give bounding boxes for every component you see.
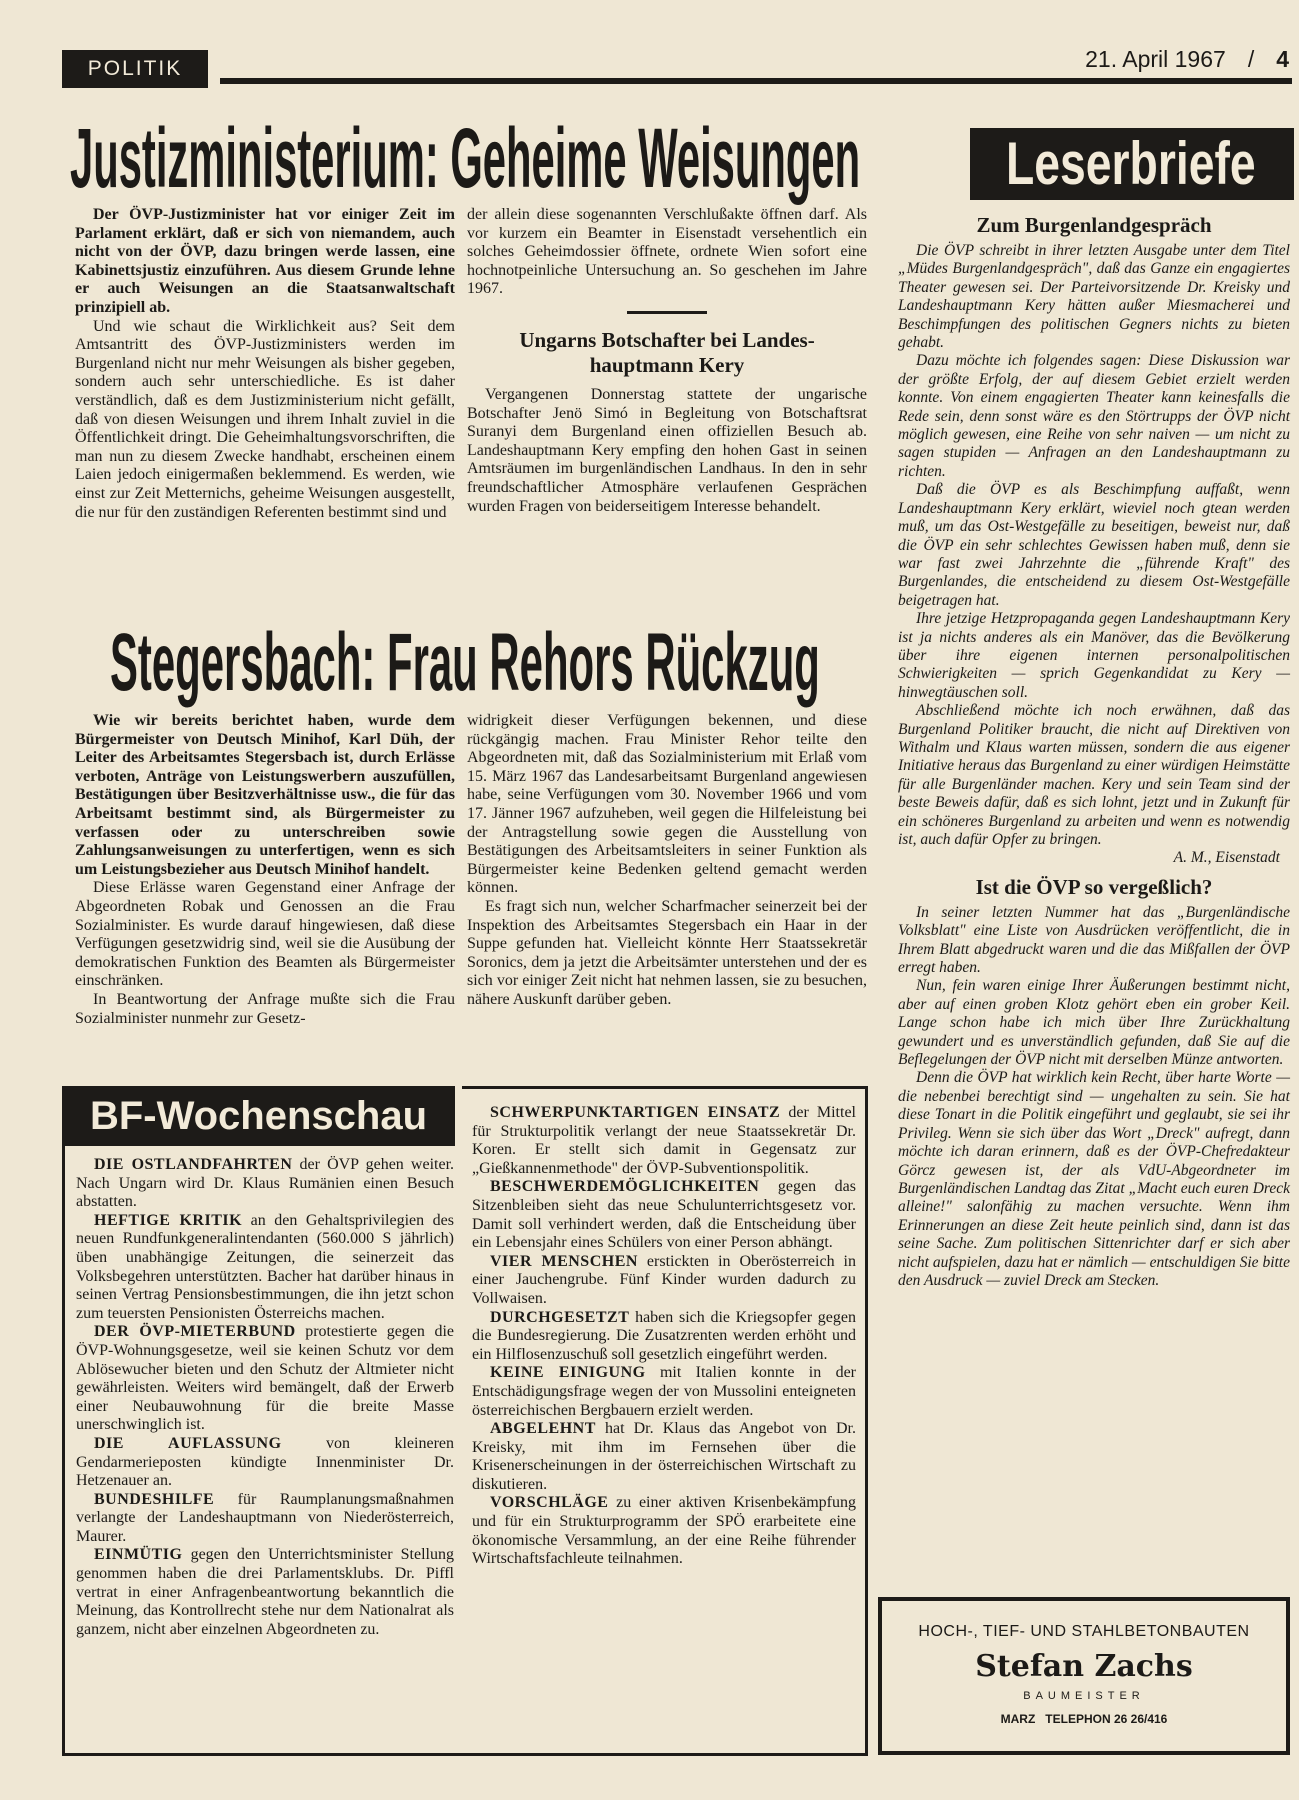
- box-border: [62, 1146, 65, 1756]
- article-stegersbach-col1: [75, 712, 455, 1028]
- article-paragraph: widrigkeit dieser Verfügungen bekennen, und diese rückgängig machen. Frau Minister Rehor teilte den Abgeordneten mit, daß das Sozialministerium mit Erlaß vom 15. März 1967 das Landesarbeitsamt Burgenland angewiesen habe, seine Verfügungen vom 30. November 1966 und vom 17. Jänner 1967 aufzuheben, weil gegen die Hilfeleistung bei der Antragstellung sowie gegen die Ausstellung von Bestätigungen des Arbeitsamtsleiters in seiner Funktion als Bürgermeister keine Bedenken geltend gemacht werden können.: [467, 712, 867, 897]
- news-item: [76, 1435, 454, 1491]
- letter-paragraph: Denn die ÖVP hat wirklich kein Recht, über harte Worte — die nebenbei berechtigt sind — ungehalten zu sein. Sie hat diese Tonart in die Politik eingeführt und geglaubt, sie sei ihr Privileg. Wenn sie sich über das Wort „Dreck" aufregt, dann möchte ich daran erinnern, daß es der ÖVP-Chefredakteur Görcz gewesen ist, der als VdU-Abgeordneter im Burgenländischen Landtag das Zitat „Macht euch euren Dreck alleine!" salonfähig zu machen versuchte. Wenn ihm Erinnerungen an diese Zeit heute peinlich sind, dann ist das seine Sache. Zum politischen Sittenrichter darf er sich aber nicht aufspielen, dazu hat er nämlich — entschuldigen Sie bitte den Ausdruck — zuviel Dreck am Stecken.: [898, 1069, 1290, 1289]
- box-border: [865, 1086, 868, 1756]
- headline-justizministerium: Justizministerium: Geheime Weisungen: [70, 111, 861, 205]
- news-item: [472, 1104, 856, 1178]
- dateline: [1063, 46, 1289, 73]
- letter-paragraph: Dazu möchte ich folgendes sagen: Diese Diskussion war der größte Erfolg, der auf diesem Gebiet erzielt werden konnte. Von einem engagierten Theater kann keinesfalls die Rede sein, denn sonst wäre es den Störtrupps der ÖVP nicht möglich gewesen, eine Reihe von sehr naiven — um nicht zu sagen stupiden — Anfragen an den Landeshauptmann zu richten.: [898, 352, 1290, 480]
- news-item: [76, 1212, 454, 1324]
- news-item-text: erstickten in Oberösterreich in einer Jauchengrube. Fünf Kinder wurden dadurch zu Vollwaisen.: [472, 1252, 856, 1307]
- article-justiz-col1: [75, 206, 455, 522]
- news-item: [472, 1253, 856, 1309]
- article-lead: Wie wir bereits berichtet haben, wurde dem Bürgermeister von Deutsch Minihof, Karl Düh, der Leiter des Arbeitsamtes Stegersbach ist, durch Erlässe verboten, Anträge von Leistungswerbern auszufüllen, Bestätigungen über Besitzverhältnisse usw., die für das Arbeitsamt bestimmt sind, als Bürgermeister zu verfassen oder zu unterschreiben sowie Zahlungsanweisungen zu unterfertigen, wenn es sich um Leistungsbezieher aus Deutsch Minihof handelt.: [75, 712, 455, 878]
- ad-profession: BAUMEISTER: [1023, 1690, 1145, 1702]
- news-item-lead: BESCHWERDEMÖGLICHKEITEN: [490, 1178, 760, 1196]
- headline-line: hauptmann Kery: [589, 352, 745, 377]
- news-item: [472, 1420, 856, 1494]
- headline-botschafter: [467, 328, 867, 378]
- article-stegersbach-col2: [467, 712, 867, 1010]
- news-item: [472, 1494, 856, 1568]
- page-separator: /: [1247, 46, 1255, 72]
- news-item-text: zu einer aktiven Krisenbekämpfung und für ein Strukturprogramm der SPÖ erarbeitete eine ökonomische Versammlung, an der eine Reihe führender Wirtschaftsfachleute teilnahmen.: [472, 1494, 856, 1568]
- news-item-text: gegen das Sitzenbleiben sieht das neue Schulunterrichtsgesetz vor. Damit soll verhindert werden, daß die Entscheidung über ein Lebensjahr eines Schülers von einer Person abhängt.: [472, 1178, 856, 1252]
- news-item-text: gegen den Unterrichtsminister Stellung genommen haben die drei Parlamentsklubs. Dr. Piffl vertrat in einer Anfragenbeantwortung bekanntlich die Meinung, das Kontrollrecht stehe nur dem Nationalrat als ganzem, nicht aber einzelnen Abgeordneten zu.: [76, 1546, 454, 1638]
- news-item: [472, 1178, 856, 1252]
- letters-column: [898, 206, 1290, 1290]
- wochenschau-col2: [472, 1104, 856, 1569]
- article-paragraph: Es fragt sich nun, welcher Scharfmacher seinerzeit bei der Inspektion des Arbeitsamtes Stegersbach ein Haar in der Suppe gefunden hat. Vielleicht könnte Herr Staatssekretär Soronics, dem ja jetzt die Arbeitsämter unterstehen und der es sich vor einiger Zeit nicht hat nehmen lassen, sie zu besuchen, nähere Auskunft darüber geben.: [467, 897, 867, 1008]
- news-item-text: mit Italien konnte in der Entschädigungsfrage wegen der von Mussolini enteigneten österreichischen Bergbauern erzielt werden.: [472, 1364, 857, 1419]
- news-item: [76, 1546, 454, 1639]
- news-item-lead: EINMÜTIG: [94, 1546, 183, 1564]
- page-number: 4: [1276, 46, 1289, 72]
- leserbriefe-title-box: [970, 128, 1294, 200]
- wochenschau-col1: [76, 1156, 454, 1639]
- issue-date: 21. April 1967: [1085, 46, 1226, 72]
- ad-company-name: Stefan Zachs: [975, 1649, 1193, 1684]
- news-item-text: an den Gehaltsprivilegien des neuen Rundfunkgeneralintendanten (560.000 S jährlich) üben unabhängige Zeitungen, die seinerzeit das Volksbegehren unterstützten. Bacher hat darüber hinaus in seinen Vertrag Pensionsbestimmungen, die ihn jetzt schon zum teuersten Pensionisten Österreichs machen.: [76, 1211, 455, 1322]
- news-item-lead: BUNDESHILFE: [94, 1490, 215, 1508]
- news-item-text: hat Dr. Klaus das Angebot von Dr. Kreisky, mit ihm im Fernsehen über die Krisenerscheinungen in der österreichischen Wirtschaft zu diskutieren.: [472, 1420, 856, 1493]
- article-paragraph: Und wie schaut die Wirklichkeit aus? Seit dem Amtsantritt des ÖVP-Justizministers werden im Burgenland nicht nur mehr Weisungen als bisher gegeben, sondern auch sehr unterschiedliche. Es ist daher verständlich, daß es dem Justizministerium nicht gefällt, daß von diesen Weisungen und ihrem Inhalt zuviel in die Öffentlichkeit dringt. Die Geheimhaltungsvorschriften, die man nun zu diesem Zwecke handhabt, erscheinen einem Laien jedoch einigermaßen beklemmend. Es werden, wie einst zur Zeit Metternichs, geheime Weisungen ausgestellt, die nur für den zuständigen Referenten bestimmt sind und: [75, 317, 455, 521]
- ad-services: HOCH-, TIEF- UND STAHLBETONBAUTEN: [918, 1623, 1250, 1640]
- news-item-text: protestierte gegen die ÖVP-Wohnungsgesetze, weil sie keinen Schutz vor dem Ablösewucher bieten und den Schutz der Altmieter nicht gewährleisten. Weiters wird bemängelt, daß der Erwerb einer Neubauwohnung für die breite Masse unerschwinglich ist.: [76, 1323, 454, 1434]
- article-paragraph: Diese Erlässe waren Gegenstand einer Anfrage der Abgeordneten Robak und Genossen an die Frau Sozialminister. Es wurde darauf hingewiesen, daß diese Verfügungen gesetzwidrig sind, weil sie die Ausübung der demokratischen Funktion des Beamten als Bürgermeister einschränken.: [75, 879, 455, 990]
- advertisement: [878, 1597, 1290, 1755]
- section-label: POLITIK: [62, 50, 208, 88]
- news-item-text: der ÖVP gehen weiter. Nach Ungarn wird Dr. Klaus Rumänien einen Besuch abstatten.: [76, 1156, 455, 1211]
- wochenschau-title: BF-Wochenschau: [62, 1086, 455, 1146]
- news-item-lead: HEFTIGE KRITIK: [94, 1211, 243, 1229]
- headline-stegersbach: Stegersbach: Frau Rehors Rückzug: [110, 617, 820, 708]
- news-item: [76, 1156, 454, 1212]
- article-paragraph: In Beantwortung der Anfrage mußte sich die Frau Sozialminister nunmehr zur Gesetz-: [75, 990, 455, 1027]
- ad-contact: MARZ TELEPHON 26 26/416: [1000, 1712, 1168, 1726]
- news-item-lead: SCHWERPUNKTARTIGEN EINSATZ: [490, 1104, 781, 1121]
- news-item-lead: DIE AUFLASSUNG: [94, 1434, 282, 1452]
- news-item-lead: DER ÖVP-MIETERBUND: [94, 1323, 296, 1341]
- news-item: [472, 1309, 856, 1365]
- article-lead: Der ÖVP-Justizminister hat vor einiger Zeit im Parlament erklärt, daß er sich von niemandem, auch nicht von der ÖVP, dazu bringen werde lassen, eine Kabinettsjustiz einzuführen. Aus diesem Grunde lehne er auch Weisungen an die Staatsanwaltschaft prinzipiell ab.: [75, 206, 455, 316]
- letter-heading: Zum Burgenlandgespräch: [976, 213, 1212, 237]
- news-item-text: haben sich die Kriegsopfer gegen die Bundesregierung. Die Zusatzrenten werden erhöht und ein Hilflosenzuschuß soll gesetzlich eingeführt werden.: [472, 1308, 856, 1363]
- box-border: [462, 1086, 868, 1089]
- news-item: [76, 1491, 454, 1547]
- news-item-text: für Raumplanungsmaßnahmen verlangte der Landeshauptmann von Niederösterreich, Maurer.: [76, 1490, 454, 1545]
- letter-signature: A. M., Eisenstadt: [1173, 849, 1280, 867]
- divider: [627, 311, 707, 314]
- news-item: [76, 1323, 454, 1435]
- letter-paragraph: Ihre jetzige Hetzpropaganda gegen Landeshauptmann Kery ist ja nichts anderes als ein Manöver, das die Bevölkerung über ihre eigenen internen personalpolitischen Schwierigkeiten — sprich Gegenkandidat zu Kery — hinwegtäuschen soll.: [898, 610, 1290, 701]
- news-item-text: von kleineren Gendarmerieposten kündigte Innenminister Dr. Hetzenauer an.: [76, 1434, 454, 1490]
- letter-paragraph: Abschließend möchte ich noch erwähnen, daß das Burgenland Politiker braucht, die nicht auf Direktiven von Withalm und Klaus warten müssen, sondern die aus eigener Initiative heraus das Burgenland zu einer würdigen Heimstätte für alle Burgenländer machen. Kery und sein Team sind der beste Beweis dafür, daß es sich lohnt, jetzt und in Zukunft für ein schöneres Burgenland zu arbeiten und wenn es notwendig ist, auch dafür Opfer zu bringen.: [898, 702, 1290, 848]
- headline-line: Ungarns Botschafter bei Landes-: [519, 327, 815, 352]
- news-item-lead: VORSCHLÄGE: [490, 1494, 609, 1512]
- letter-paragraph: In seiner letzten Nummer hat das „Burgenländische Volksblatt" eine Liste von Ausdrücken veröffentlicht, die in Ihrem Blatt abgedruckt waren und die das Mißfallen der ÖVP erregt haben.: [898, 903, 1290, 977]
- news-item: [472, 1364, 856, 1420]
- news-item-lead: ABGELEHNT: [490, 1420, 596, 1438]
- letter-paragraph: Nun, fein waren einige Ihrer Äußerungen bestimmt nicht, aber auf einen groben Klotz gehört eben ein grober Keil. Lange schon habe ich mich über Ihre Zurückhaltung gewundert und es unverständlich gefunden, daß Sie auf die Beflegelungen der ÖVP nicht mit derselben Münze antworten.: [898, 977, 1290, 1069]
- leserbriefe-title: Leserbriefe: [1006, 130, 1256, 197]
- news-item-lead: KEINE EINIGUNG: [490, 1364, 646, 1382]
- letter-paragraph: Daß die ÖVP es als Beschimpfung auffaßt, wenn Landeshauptmann Kery erklärt, wieviel noch gtean werden muß, um das Ost-Westgefälle zu beseitigen, beweist nur, daß die ÖVP ein sehr schlechtes Gewissen haben muß, denn sie war fast zwei Jahrzehnte die „führende Kraft" des Burgenlandes, die entscheidend zu diesem Ost-Westgefälle beigetragen hat.: [898, 481, 1290, 609]
- news-item-lead: VIER MENSCHEN: [490, 1252, 638, 1270]
- letter-paragraph: Die ÖVP schreibt in ihrer letzten Ausgabe unter dem Titel „Müdes Burgenlandgespräch", daß das Ganze ein engagiertes Theater gewesen sei. Der Parteivorsitzende Dr. Kreisky und Landeshauptmann Kery hätten außer Miesmacherei und Beschimpfungen des politischen Gegners nichts zu bieten gehabt.: [898, 242, 1290, 352]
- header-rule: [220, 78, 1292, 84]
- news-item-lead: DIE OSTLANDFAHRTEN: [94, 1156, 293, 1173]
- article-paragraph: Vergangenen Donnerstag stattete der ungarische Botschafter Jenö Simó in Begleitung von Botschaftsrat Suranyi dem Burgenland einen offiziellen Besuch ab. Landeshauptmann Kery empfing den hohen Gast in seinen Amtsräumen im burgenländischen Landhaus. In den in sehr freundschaftlicher Atmosphäre verlaufenen Gesprächen wurden Fragen von beiderseitigem Interesse behandelt.: [467, 385, 867, 515]
- box-border: [62, 1753, 868, 1756]
- news-item-text: der Mittel für Strukturpolitik verlangt der neue Staatssekretär Dr. Koren. Er stellt sich damit in Gegensatz zur „Gießkannenmethode" der ÖVP-Subventionspolitik.: [472, 1104, 856, 1177]
- article-justiz-col2: [467, 206, 867, 516]
- article-paragraph: der allein diese sogenannten Verschlußakte öffnen darf. Als vor kurzem ein Beamter in Eisenstadt versehentlich ein solches Geheimdossier öffnete, ordnete Wien sofort eine hochnotpeinliche Untersuchung an. So geschehen im Jahre 1967.: [467, 206, 867, 298]
- letter-heading: Ist die ÖVP so vergeßlich?: [975, 874, 1213, 899]
- news-item-lead: DURCHGESETZT: [490, 1308, 630, 1326]
